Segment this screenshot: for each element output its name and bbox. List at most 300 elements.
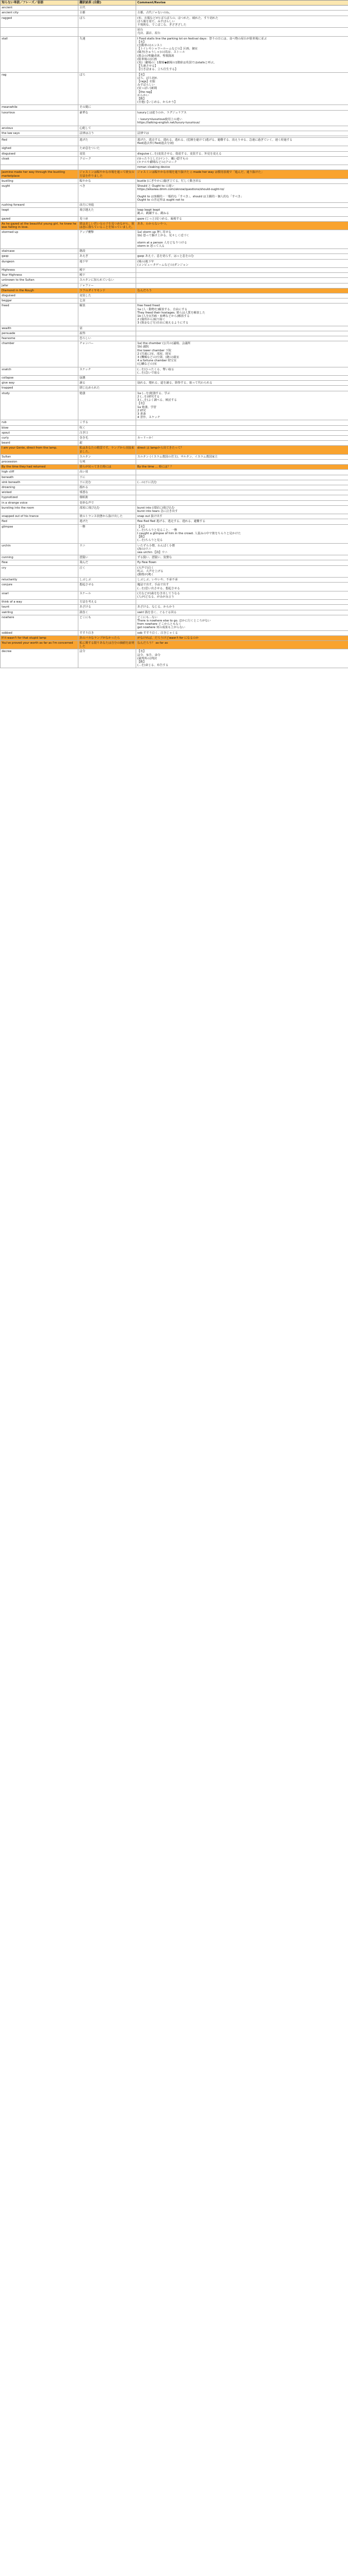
cell-auto-translation: ラフのダイヤモンド [78, 288, 136, 293]
cell-comment: 逃げた、逃走する、逃れる、逃れる、(危険を避けて)逃げる。避難する、消えうせる、急速に過ぎていく、速く経過する fled(過去形) fled(過去分詞) [136, 137, 348, 146]
cell-auto-translation: あざける [78, 605, 136, 610]
table-row [1, 331, 348, 336]
cell-word: ancient city [1, 11, 78, 16]
table-row [1, 649, 348, 668]
cell-word: Your Highness [1, 273, 78, 278]
cell-comment [136, 459, 348, 464]
table-row [1, 446, 348, 454]
cell-auto-translation: 勉強 [78, 391, 136, 420]
cell-auto-translation: 渦巻く [78, 610, 136, 615]
table-row [1, 420, 348, 425]
table-row [1, 249, 348, 254]
cell-comment: ジャスミンは賑やかな市場を通り抜けた ◇ made her way は慣用表現で「進んだ、通り抜けた」 [136, 170, 348, 178]
cell-auto-translation: 私はあなたの精霊です。ランプから直接来ました。 [78, 446, 136, 454]
cell-word: collapse [1, 376, 78, 381]
table-row [1, 259, 348, 267]
table-row [1, 441, 348, 446]
table-row [1, 490, 348, 495]
cell-word: drowning [1, 485, 78, 490]
table-row [1, 630, 348, 635]
cell-word: Sultan [1, 454, 78, 459]
cell-auto-translation: 一瞥 [78, 524, 136, 543]
cell-comment: (布、衣服などが) ぼろぼろの、ほつれた、破れた、すり切れた ぼろ服を着た、みすぼらしい 不規則な、でこぼこな、ぎざぎざした [136, 16, 348, 28]
cell-comment [136, 249, 348, 254]
cell-comment: 崩れる、壊れる、道を譲る、降参する、取って代わられる [136, 381, 348, 386]
table-row [1, 435, 348, 440]
header-comment-revise: Comment/Revise [136, 1, 348, 6]
cell-word: You've proved your worth as far as I'm concerned [1, 641, 78, 649]
cell-auto-translation: べき [78, 183, 136, 202]
cell-comment [136, 6, 348, 11]
table-row [1, 465, 348, 470]
cell-word: sobbed [1, 630, 78, 635]
cell-comment: bustle (にぎやかに)騒ぎ立てる、忙しく動き回る [136, 178, 348, 183]
cell-auto-translation: 崩壊 [78, 376, 136, 381]
table-row [1, 165, 348, 170]
cell-auto-translation: ジャファー [78, 283, 136, 288]
cell-comment: 1a) storm up 押し寄せる 1b) 怒って駆け上がる、荒々しく近づく storm at a person 人をどなりつける storm in 怒って入る [136, 230, 348, 249]
cell-word: bustling [1, 178, 78, 183]
cell-comment: (ゆったりとした)マント、覆い隠すもの (ホテルや劇場などの)クローク [136, 156, 348, 165]
table-row [1, 146, 348, 151]
cell-comment: leap leapt leapt 跳ぶ、跳躍する、跳ねる [136, 208, 348, 216]
cell-word: curly [1, 435, 78, 440]
cell-auto-translation: 地下牢 [78, 259, 136, 267]
cell-comment: 1a (…を)勉強する、学ぶ 2 (…を)研究する 3 (…を)よく調べる、検討する 【名】 1a 勉強、学習 2 研究 3 書斎 4 習作、スケッチ [136, 391, 348, 420]
cell-comment: (…を)ひったくる、奪い取る (…を)急いで取る [136, 367, 348, 375]
cell-comment: snap out 抜け出す [136, 514, 348, 519]
table-row [1, 583, 348, 591]
table-row [1, 110, 348, 126]
table-row [1, 381, 348, 386]
cell-comment: ずる賢い、悪賢い、狡猾な [136, 555, 348, 560]
cell-word: If it wasn't for that stupid lamp [1, 635, 78, 640]
cell-comment: I Food stalls line the parking lot on festival days：祭りの日には、食べ物の屋台が駐車場に並ぶ 【名】 (自動車の)エンスト 【トイレやシャワールームなどの】区画、個室 (厩舎(きゅうしゃ)の)馬房、ストール (教会の)聖職者席、聖歌隊席 (駐車場の)区画 (英)〔劇場の〕1階席◆劇場の1階席は英国ではstallsと呼ぶ。 【失速させる】 【行き詰まる、立ち往生する】 [136, 36, 348, 72]
cell-comment [136, 470, 348, 475]
table-row [1, 105, 348, 110]
cell-comment: sob すすり泣く、泣きじゃくる [136, 630, 348, 635]
cell-word: sighed [1, 146, 78, 151]
table-row [1, 480, 348, 485]
cell-auto-translation: 催眠術 [78, 495, 136, 500]
table-row [1, 560, 348, 565]
table-row [1, 294, 348, 299]
cell-auto-translation: 法令 [78, 649, 136, 668]
table-row [1, 470, 348, 475]
cell-word: swirling [1, 610, 78, 615]
cell-comment: (城の)地下牢 (コンピュータゲームなどの)ダンジョン [136, 259, 348, 267]
cell-word: urchin [1, 543, 78, 555]
cell-auto-translation: 注ぎ口 [78, 430, 136, 435]
cell-comment [136, 278, 348, 283]
table-row [1, 131, 348, 136]
cell-auto-translation: 恐ろしい [78, 336, 136, 341]
cell-comment: あざける、なじる、からかう [136, 605, 348, 610]
table-header-row [1, 1, 348, 6]
cell-auto-translation: すすり泣き [78, 630, 136, 635]
table-row [1, 524, 348, 543]
cell-auto-translation: 方法を考える [78, 600, 136, 605]
cell-word: meanwhile [1, 105, 78, 110]
cell-word: trapped [1, 386, 78, 391]
cell-auto-translation [78, 28, 136, 36]
cell-word: cunning [1, 555, 78, 560]
cell-auto-translation: スルタンに知られていない [78, 278, 136, 283]
cell-auto-translation: あえぎ [78, 254, 136, 259]
cell-auto-translation: 階段 [78, 249, 136, 254]
cell-word: unknown to the Sultan [1, 278, 78, 283]
cell-auto-translation: チャンバー [78, 341, 136, 367]
cell-auto-translation: どこにも [78, 615, 136, 630]
table-row [1, 500, 348, 505]
cell-auto-translation: その間に [78, 105, 136, 110]
table-row [1, 16, 348, 28]
cell-comment [136, 331, 348, 336]
cell-word: conjure [1, 583, 78, 591]
cell-word: stall [1, 36, 78, 72]
cell-word: give way [1, 381, 78, 386]
cell-word: cry [1, 565, 78, 578]
cell-comment: (大声で)泣く 叫ぶ、大声を上げる (動物が)鳴く [136, 565, 348, 578]
cell-auto-translation: 法律は言う [78, 131, 136, 136]
cell-auto-translation: 奇妙な声で [78, 500, 136, 505]
cell-comment: なんだろう？ as far as [136, 641, 348, 649]
cell-comment: 【名】 法令、布告、命令 (裁判所の)判決 【動】 (…を)命じる、布告する [136, 649, 348, 668]
table-row [1, 555, 348, 560]
table-row [1, 391, 348, 420]
table-row [1, 605, 348, 610]
cell-word: ought [1, 183, 78, 202]
cell-word: taunt [1, 605, 78, 610]
cell-comment [136, 273, 348, 278]
table-row [1, 485, 348, 490]
cell-auto-translation: 飛び越えた [78, 208, 136, 216]
cell-comment: direct は lampから出てきたって？ [136, 446, 348, 454]
cell-auto-translation: 泣く [78, 565, 136, 578]
cell-comment: gaze (じっと)見つめる、凝視する [136, 216, 348, 221]
table-row [1, 591, 348, 599]
table-row [1, 72, 348, 105]
cell-comment [136, 420, 348, 425]
cell-comment: flee fled fled 逃げる、逃走する、逃れる、避難する [136, 519, 348, 524]
cell-auto-translation: スナッチ [78, 367, 136, 375]
cell-word: beneath [1, 475, 78, 480]
cell-auto-translation: 下に沈む [78, 480, 136, 485]
cell-auto-translation [78, 165, 136, 170]
table-row [1, 288, 348, 293]
cell-word: bursting into the room [1, 505, 78, 514]
cell-word: decree [1, 649, 78, 668]
cell-word: glimpse [1, 524, 78, 543]
cell-word: persuade [1, 331, 78, 336]
cell-comment [136, 441, 348, 446]
cell-auto-translation: 行列 [78, 459, 136, 464]
cell-comment [136, 490, 348, 495]
cell-comment: Should と Ought to の違い https://eikaiwa.dmm.com/uknow/questions/should-ought-to/ Ought to は客観的・一般的な「すべき」、should は主観的・個人的な「すべき」 Ought to の否定形は ought not to [136, 183, 348, 202]
cell-auto-translation: 下に [78, 475, 136, 480]
cell-comment: 1a) the chamber (公共の)議場、会議所 1b) 議院 the lower chamber 下院 2 (共通に)室、部屋、寝室 3 (機械などの)空洞、(銃の)薬室 4 a fortune chamber 財宝室 (心臓などの)室 [136, 341, 348, 367]
cell-auto-translation: アップ襲撃 [78, 230, 136, 249]
cell-comment [136, 425, 348, 430]
cell-word: nowhere [1, 615, 78, 630]
table-row [1, 610, 348, 615]
cell-auto-translation: ウニ [78, 543, 136, 555]
cell-word: in a strange voice [1, 500, 78, 505]
table-row [1, 336, 348, 341]
cell-auto-translation: 乞食 [78, 299, 136, 304]
cell-word: hypnotized [1, 495, 78, 500]
cell-word: snatch [1, 367, 78, 375]
cell-word [1, 165, 78, 170]
table-row [1, 202, 348, 207]
table-row [1, 341, 348, 367]
cell-auto-translation: 逃げた [78, 137, 136, 146]
table-row [1, 151, 348, 156]
cell-auto-translation: 富 [78, 326, 136, 331]
cell-comment [136, 299, 348, 304]
cell-auto-translation: 想起させる [78, 583, 136, 591]
cell-auto-translation: あのバカなランプがなかったら [78, 635, 136, 640]
cell-auto-translation: 説得 [78, 331, 136, 336]
table-body [1, 6, 348, 668]
cell-comment: がなければ、だろうけどwasn't for になるのか [136, 635, 348, 640]
cell-word: I am your Genie, direct from the lamp. [1, 446, 78, 454]
cell-auto-translation: スルタン [78, 454, 136, 459]
cell-auto-translation: 古都 [78, 11, 136, 16]
cell-word: the law says [1, 131, 78, 136]
table-row [1, 230, 348, 249]
table-row [1, 28, 348, 36]
cell-auto-translation: 部屋に飛び込む [78, 505, 136, 514]
cell-word: By the time they had returned [1, 465, 78, 470]
table-row [1, 178, 348, 183]
table-row [1, 600, 348, 605]
cell-auto-translation: 古代 [78, 6, 136, 11]
table-row [1, 216, 348, 221]
cell-comment: 古都。古代ジャないのね。 [136, 11, 348, 16]
cell-word: beggar [1, 299, 78, 304]
cell-auto-translation: ぼろ [78, 72, 136, 105]
cell-comment [136, 336, 348, 341]
cell-comment [136, 386, 348, 391]
cell-word: ancient [1, 6, 78, 11]
cell-comment: 魔法で出す、手品で出す (…を)思い出させる、想起させる [136, 583, 348, 591]
cell-comment [136, 126, 348, 131]
cell-auto-translation: クローク [78, 156, 136, 165]
cell-comment: swirl 渦を巻く、ぐるぐる回る [136, 610, 348, 615]
cell-word: reluctantly [1, 578, 78, 583]
cell-comment [136, 495, 348, 500]
cell-comment: disguise (…を)変装させる、偽装する、変装する、外見を変える [136, 151, 348, 156]
header-unknown-word: 知らない単語／フレーズ／俗語 [1, 1, 78, 6]
vocabulary-table [0, 0, 348, 668]
cell-auto-translation: 閉じ込められた [78, 386, 136, 391]
table-row [1, 6, 348, 11]
cell-word: staircase [1, 249, 78, 254]
cell-word: stormed up [1, 230, 78, 249]
cell-auto-translation: 殿下 [78, 268, 136, 273]
cell-auto-translation: ぼろ [78, 16, 136, 28]
cell-auto-translation: 巻き毛 [78, 435, 136, 440]
table-row [1, 283, 348, 288]
table-row [1, 268, 348, 273]
cell-word: beard [1, 441, 78, 446]
cell-comment [136, 268, 348, 273]
table-row [1, 137, 348, 146]
cell-auto-translation: 悪賢い [78, 555, 136, 560]
cell-word: procession [1, 459, 78, 464]
cell-comment: いたずら小僧、わんぱく小僧 (海の)ウニ sea urchin 【海】ウニ [136, 543, 348, 555]
cell-word [1, 28, 78, 36]
cell-word: chamber [1, 341, 78, 367]
table-row [1, 454, 348, 459]
cell-comment: 屋台 売店、露店、屋台 [136, 28, 348, 36]
cell-auto-translation: 彼は美しい若い女の子を見つめながら、彼は恋に落ちていることを知っていました。 [78, 221, 136, 230]
cell-comment: なんだろう [136, 288, 348, 293]
cell-auto-translation: 彼のトランス状態から抜け出した [78, 514, 136, 519]
cell-comment [136, 146, 348, 151]
cell-word: think of a way [1, 600, 78, 605]
cell-comment [136, 430, 348, 435]
cell-auto-translation: 賑やかな [78, 178, 136, 183]
table-row [1, 475, 348, 480]
table-row [1, 459, 348, 464]
table-row [1, 565, 348, 578]
cell-comment: 【名】 ぼろ、ぼろ切れ 【rags】衣服 みすぼらしい (安っぽい)新聞 【the rag】 からかい 【動】 (自他)【いじめる、からかう】 [136, 72, 348, 105]
cell-auto-translation: しぶしぶ [78, 578, 136, 583]
cell-comment [136, 294, 348, 299]
cell-auto-translation: 邪悪な [78, 490, 136, 495]
cell-auto-translation: ため息をついた [78, 146, 136, 151]
table-row [1, 170, 348, 178]
cell-auto-translation: 豪華な [78, 110, 136, 126]
table-row [1, 519, 348, 524]
cell-comment: ああ、わからないやつ。 [136, 221, 348, 230]
table-row [1, 376, 348, 381]
table-row [1, 505, 348, 514]
cell-word: blow [1, 425, 78, 430]
cell-auto-translation: 心配して [78, 126, 136, 131]
cell-word: As he gazed at the beautiful young girl, he knew he was falling in love. [1, 221, 78, 230]
cell-comment [136, 105, 348, 110]
cell-word: ragged [1, 16, 78, 28]
cell-comment: スルタン (イスラム教国の君主)、サルタン、イスラム教国家主 [136, 454, 348, 459]
cell-comment: burst into (部屋に)飛び込む burst into tears 急に泣き出す [136, 505, 348, 514]
table-row [1, 36, 348, 72]
cell-auto-translation: 譲る [78, 381, 136, 386]
cell-auto-translation: 変装 [78, 151, 136, 156]
cell-comment: roman cloaking device [136, 165, 348, 170]
cell-auto-translation: 私に関する限りあなたは自分の価値を証明した [78, 641, 136, 649]
table-row [1, 126, 348, 131]
cell-comment: カーリーか！ [136, 435, 348, 440]
cell-word: wealth [1, 326, 78, 331]
cell-word: cloak [1, 156, 78, 165]
cell-word: luxurious [1, 110, 78, 126]
cell-auto-translation: 吹く [78, 425, 136, 430]
cell-word: gazed [1, 216, 78, 221]
cell-comment: gasp あえぐ、息を切らす、はっと息をのむ [136, 254, 348, 259]
cell-comment: luxuryとは違うのか。ラグジュリアス ・luxury≒luxurious使用上の違い https://talking-english.net/luxury-luxurious/ [136, 110, 348, 126]
table-row [1, 183, 348, 202]
table-row [1, 278, 348, 283]
cell-word: gasp [1, 254, 78, 259]
cell-auto-translation: 彼らが戻ってきた時には [78, 465, 136, 470]
cell-comment: 【名】 (…を)ちらりと見ること、一瞥 I caught a glimpse of him in the crowd. 人混みの中で彼をちらりと見かけた 【動】 (…を)ちらりと見る [136, 524, 348, 543]
cell-comment: (…の)下に沈む [136, 480, 348, 485]
table-row [1, 11, 348, 16]
cell-auto-translation: 見つめ [78, 216, 136, 221]
cell-auto-translation: 変装した [78, 294, 136, 299]
table-row [1, 635, 348, 640]
table-row [1, 221, 348, 230]
cell-comment [136, 326, 348, 331]
table-row [1, 425, 348, 430]
table-row [1, 495, 348, 500]
table-row [1, 543, 348, 555]
cell-word: Jasmine made her way through the bustling marketplace [1, 170, 78, 178]
cell-word: dungeon [1, 259, 78, 267]
cell-word: sink beneath [1, 480, 78, 485]
table-row [1, 326, 348, 331]
cell-word: fled [1, 137, 78, 146]
cell-word: high cliff [1, 470, 78, 475]
cell-word: spout [1, 430, 78, 435]
cell-word: wicked [1, 490, 78, 495]
table-row [1, 578, 348, 583]
cell-comment: fly flew flown [136, 560, 348, 565]
cell-auto-translation: 溺れる [78, 485, 136, 490]
cell-word: disguised [1, 151, 78, 156]
cell-auto-translation: ジャスミンは賑やかな市場を通って彼女の方法を作りました [78, 170, 136, 178]
cell-auto-translation: こする [78, 420, 136, 425]
table-row [1, 367, 348, 375]
cell-word: fled [1, 519, 78, 524]
cell-word: snarl [1, 591, 78, 599]
cell-word: fearsome [1, 336, 78, 341]
table-row [1, 208, 348, 216]
cell-word: leapt [1, 208, 78, 216]
cell-comment: 法律では [136, 131, 348, 136]
table-row [1, 304, 348, 326]
cell-word: snapped out of his trance [1, 514, 78, 519]
cell-comment: (犬などが)歯をむき出してうなる (人が)どなる、がみがみ言う [136, 591, 348, 599]
cell-word: study [1, 391, 78, 420]
table-row [1, 641, 348, 649]
cell-auto-translation: 前方に突進 [78, 202, 136, 207]
table-row [1, 386, 348, 391]
cell-word: rub [1, 420, 78, 425]
header-auto-translation: 翻訳結果 (自動) [78, 1, 136, 6]
cell-word: Highness [1, 268, 78, 273]
cell-comment: By the time … 時には？？ [136, 465, 348, 470]
cell-comment [136, 376, 348, 381]
table-row [1, 254, 348, 259]
cell-auto-translation: 高い崖 [78, 470, 136, 475]
cell-comment [136, 202, 348, 207]
cell-comment: どこにも…ない There is nowhere else to go. ほかに行くところがない from nowhere どこからともなく get nowhere 何の成果も上がらない [136, 615, 348, 630]
cell-word: flew [1, 560, 78, 565]
cell-word: freed [1, 304, 78, 326]
table-row [1, 514, 348, 519]
table-row [1, 299, 348, 304]
cell-word: Diamond in the Rough [1, 288, 78, 293]
table-row [1, 615, 348, 630]
cell-word: anxious [1, 126, 78, 131]
cell-auto-translation: 殿下 [78, 273, 136, 278]
cell-word: disguised [1, 294, 78, 299]
cell-auto-translation: 解放 [78, 304, 136, 326]
